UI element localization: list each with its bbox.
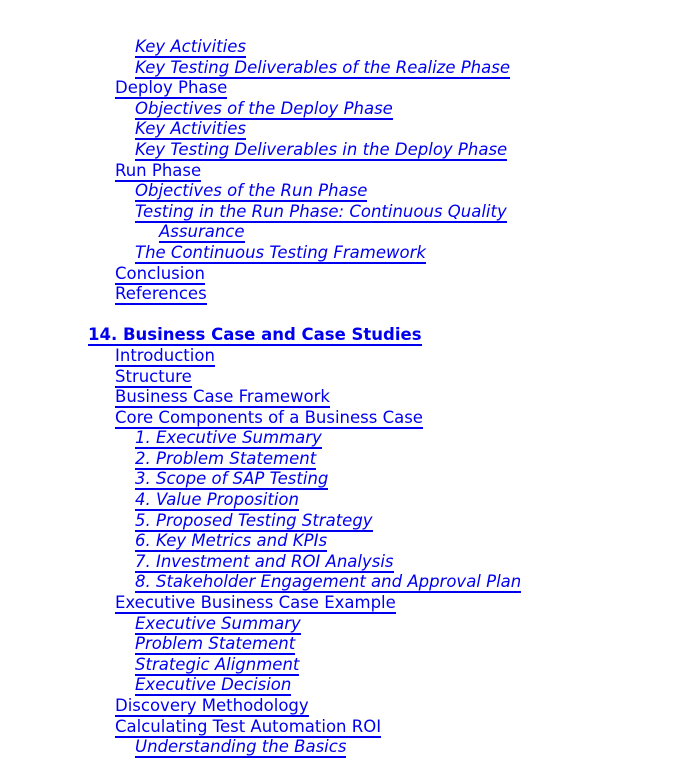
toc-link-automation-roi[interactable]: Calculating Test Automation ROI (115, 716, 382, 736)
toc-link-core-item-1[interactable]: 1. Executive Summary (135, 428, 322, 448)
toc-link-realize-deliverables[interactable]: Key Testing Deliverables of the Realize Phase (135, 57, 510, 77)
toc-link-deploy-phase[interactable]: Deploy Phase (115, 78, 228, 98)
toc-link-example-executive-summary[interactable]: Executive Summary (135, 613, 301, 633)
toc-link-deploy-deliverables[interactable]: Key Testing Deliverables in the Deploy Phase (135, 139, 508, 159)
toc-link-run-continuous-framework[interactable]: The Continuous Testing Framework (135, 242, 426, 262)
toc-link-run-phase[interactable]: Run Phase (115, 160, 202, 180)
toc-link-executive-example[interactable]: Executive Business Case Example (115, 593, 396, 613)
toc-link-core-item-5[interactable]: 5. Proposed Testing Strategy (135, 510, 373, 530)
toc-link-example-strategic-alignment[interactable]: Strategic Alignment (135, 654, 300, 674)
toc-link-run-testing-cq-line2[interactable]: Assurance (159, 222, 245, 242)
toc-link-core-item-7[interactable]: 7. Investment and ROI Analysis (135, 551, 394, 571)
toc-link-roi-basics[interactable]: Understanding the Basics (135, 737, 347, 757)
toc-link-references[interactable]: References (115, 284, 207, 304)
toc-link-example-executive-decision[interactable]: Executive Decision (135, 675, 292, 695)
toc-link-core-components[interactable]: Core Components of a Business Case (115, 407, 423, 427)
toc-link-structure[interactable]: Structure (115, 366, 192, 386)
toc-link-discovery-methodology[interactable]: Discovery Methodology (115, 696, 309, 715)
table-of-contents (0, 37, 700, 758)
toc-link-business-case-framework[interactable]: Business Case Framework (115, 387, 330, 407)
toc-link-deploy-objectives[interactable]: Objectives of the Deploy Phase (135, 98, 393, 118)
toc-link-run-objectives[interactable]: Objectives of the Run Phase (135, 181, 368, 201)
toc-link-example-problem-statement[interactable]: Problem Statement (135, 634, 296, 654)
toc-link-core-item-4[interactable]: 4. Value Proposition (135, 490, 299, 510)
toc-link-core-item-8[interactable]: 8. Stakeholder Engagement and Approval Plan (135, 572, 522, 592)
toc-link-core-item-3[interactable]: 3. Scope of SAP Testing (135, 469, 329, 489)
toc-link-core-item-6[interactable]: 6. Key Metrics and KPIs (135, 531, 328, 551)
toc-link-run-testing-cq-line1[interactable]: Testing in the Run Phase: Continuous Quality (135, 201, 507, 221)
toc-link-conclusion[interactable]: Conclusion (115, 263, 205, 283)
toc-link-deploy-key-activities[interactable]: Key Activities (135, 119, 246, 139)
toc-link-core-item-2[interactable]: 2. Problem Statement (135, 448, 317, 468)
toc-link-chapter-14[interactable]: 14. Business Case and Case Studies (88, 325, 422, 345)
toc-link-realize-key-activities[interactable]: Key Activities (135, 37, 246, 56)
toc-link-introduction[interactable]: Introduction (115, 345, 215, 365)
